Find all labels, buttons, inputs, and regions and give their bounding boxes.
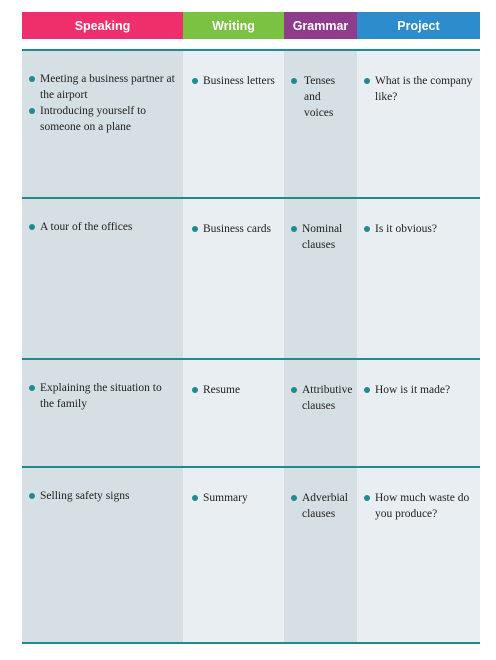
bullet-icon: [291, 226, 297, 232]
list-item: A tour of the offices: [28, 219, 175, 235]
grammar-cell: [284, 468, 357, 642]
bullet-icon: [29, 385, 35, 391]
list-item: Business cards: [191, 221, 280, 237]
bullet-icon: [192, 387, 198, 393]
list-item: Adverbial clauses: [290, 490, 353, 522]
list-item: How is it made?: [363, 382, 476, 398]
bullet-icon: [29, 76, 35, 82]
list-item: Selling safety signs: [28, 488, 175, 504]
bullet-icon: [29, 493, 35, 499]
header-grammar: Grammar: [284, 12, 357, 39]
project-cell: [357, 360, 480, 466]
column-header-bar: [22, 12, 480, 39]
grammar-cell: [284, 360, 357, 466]
bullet-icon: [29, 108, 35, 114]
bullet-icon: [192, 495, 198, 501]
list-item: Attributive clauses: [290, 382, 353, 414]
table-row: [22, 49, 480, 197]
bullet-icon: [364, 78, 370, 84]
speaking-cell: [22, 360, 183, 466]
speaking-cell: [22, 468, 183, 642]
table-row: [22, 466, 480, 644]
table-row: [22, 358, 480, 466]
writing-cell: [183, 360, 284, 466]
list-item: Nominal clauses: [290, 221, 353, 253]
project-cell: [357, 51, 480, 197]
bullet-icon: [192, 78, 198, 84]
bullet-icon: [192, 226, 198, 232]
bullet-icon: [364, 387, 370, 393]
list-item: Is it obvious?: [363, 221, 476, 237]
bullet-icon: [364, 495, 370, 501]
header-project: Project: [357, 12, 480, 39]
project-cell: [357, 199, 480, 358]
header-speaking: Speaking: [22, 12, 183, 39]
writing-cell: [183, 468, 284, 642]
contents-table: [22, 49, 480, 644]
project-cell: [357, 468, 480, 642]
writing-cell: [183, 199, 284, 358]
speaking-cell: [22, 199, 183, 358]
grammar-cell: [284, 51, 357, 197]
list-item: Business letters: [191, 73, 280, 89]
list-item: Tenses and voices: [290, 73, 353, 121]
table-row: [22, 197, 480, 358]
bullet-icon: [364, 226, 370, 232]
header-writing: Writing: [183, 12, 284, 39]
list-item: Resume: [191, 382, 280, 398]
bullet-icon: [291, 387, 297, 393]
speaking-cell: [22, 51, 183, 197]
list-item: Introducing yourself to someone on a plane: [28, 103, 175, 135]
bullet-icon: [29, 224, 35, 230]
writing-cell: [183, 51, 284, 197]
list-item: Explaining the situation to the family: [28, 380, 175, 412]
bullet-icon: [291, 78, 297, 84]
bullet-icon: [291, 495, 297, 501]
list-item: What is the company like?: [363, 73, 476, 105]
list-item: How much waste do you produce?: [363, 490, 476, 522]
list-item: Summary: [191, 490, 280, 506]
list-item: Meeting a business partner at the airport: [28, 71, 175, 103]
grammar-cell: [284, 199, 357, 358]
